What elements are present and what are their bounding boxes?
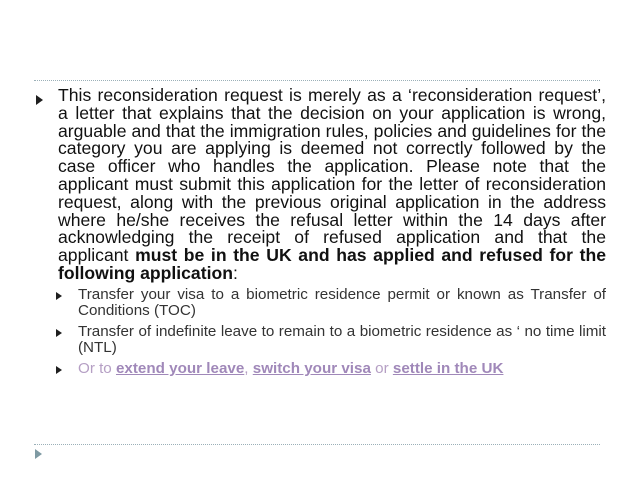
paragraph-suffix: : bbox=[232, 262, 238, 283]
extend-leave-link[interactable]: extend your leave bbox=[115, 359, 245, 377]
sub-bullet-item bbox=[56, 324, 606, 357]
links-text bbox=[78, 361, 606, 378]
paragraph-bold-text: must be in the UK and has applied and refused for the following application bbox=[58, 245, 606, 283]
top-divider bbox=[34, 80, 600, 81]
bullet-arrow-icon bbox=[36, 95, 43, 105]
slide-content bbox=[36, 87, 606, 377]
links-separator: , bbox=[244, 359, 253, 377]
paragraph-text: This reconsideration request is merely as a ‘reconsideration request’, a letter that explains that the decision on your application is wrong, arguable and that the immigration rules, policies and guidelines for the category you are applying is deemed not correctly followed by the case officer who handles the application. Please note that the applicant must submit this application for the letter of reconsideration request, along with the previous original application in the address where he/she receives the refusal letter within the 14 days after acknowledging the receipt of refused application and that the applicant bbox=[58, 85, 606, 266]
sub-bullet-arrow-icon bbox=[56, 329, 62, 337]
sub-bullet-arrow-icon bbox=[56, 366, 62, 374]
main-paragraph bbox=[58, 87, 606, 283]
links-bullet-item bbox=[56, 361, 606, 378]
sub-bullet-arrow-icon bbox=[56, 292, 62, 300]
links-separator: or bbox=[370, 359, 393, 377]
links-prefix: Or to bbox=[78, 359, 116, 377]
sub-bullet-text: Transfer your visa to a biometric residence permit or known as Transfer of Conditions (TOC) bbox=[78, 285, 606, 320]
bottom-divider bbox=[34, 444, 600, 445]
sub-bullet-item bbox=[56, 287, 606, 320]
footer-arrow-icon bbox=[35, 449, 42, 459]
settle-uk-link[interactable]: settle in the UK bbox=[392, 359, 504, 377]
sub-bullet-text: Transfer of indefinite leave to remain to a biometric residence as ‘ no time limit (NTL) bbox=[78, 322, 606, 357]
main-bullet bbox=[36, 87, 606, 283]
switch-visa-link[interactable]: switch your visa bbox=[252, 359, 371, 377]
